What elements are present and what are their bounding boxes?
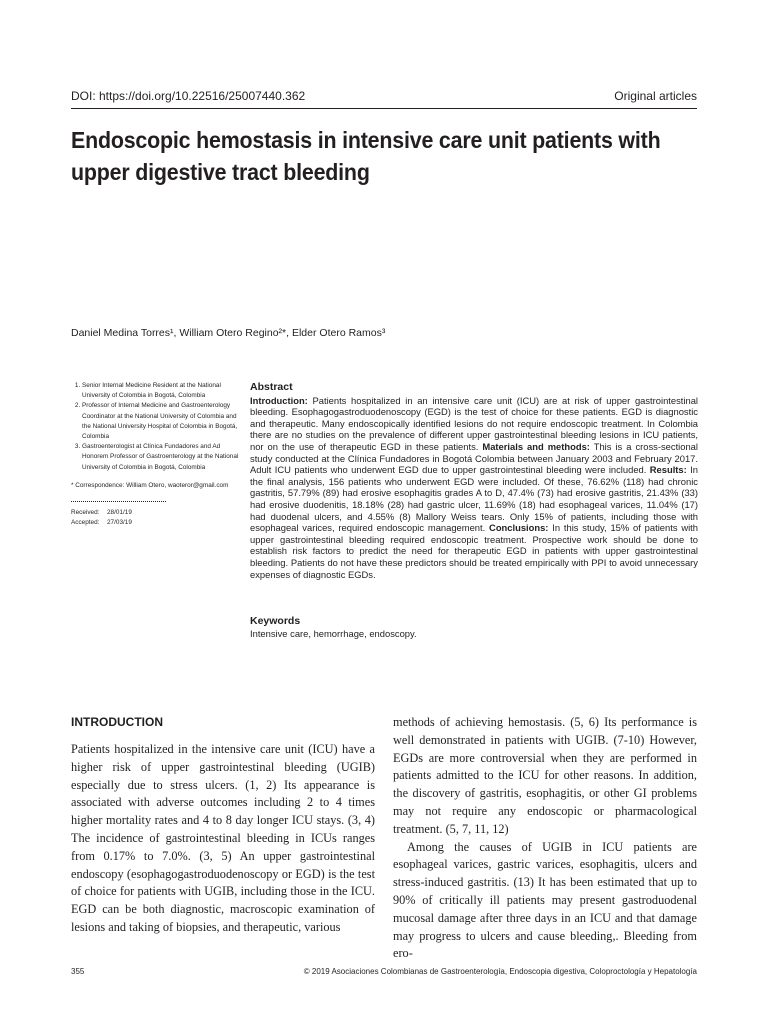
intro-text: Patients hospitalized in an intensive care unit (ICU) are at risk of upper gastrointestinal bleeding. Esophagogastroduodenoscopy (EGD) is the test of choice for these patients. EGD is diagnostic and therapeutic. Many endoscopically identified lesions do not require endoscopic treatment. In Colombia there are no studies on the prevalence of different upper gastrointestinal bleeding lesions in ICU patients, nor on the use of therapeutic EGD in these patients. bbox=[250, 394, 698, 452]
body-column-right bbox=[393, 714, 697, 963]
body-paragraph-1: Patients hospitalized in the intensive care unit (ICU) have a higher risk of upper gastrointestinal bleeding (UGIB) especially due to stress ulcers. (1, 2) Its appearance is associated with adverse outcomes including 2 to 4 times higher mortality rates and 4 to 8 day longer ICU stays. (3, 4) The incidence of gastrointestinal bleeding in ICUs ranges from 0.17% to 7.0%. (3, 5) An upper gastrointestinal endoscopy (esophagogastroduodenoscopy or EGD) is the test of choice for patients with UGIB, including those in the ICU. EGD can be both diagnostic, macroscopic examination of lesions and taking of biopsies, and therapeutic, various bbox=[71, 742, 375, 934]
intro-label: Introduction: bbox=[250, 394, 308, 406]
keywords-text: Intensive care, hemorrhage, endoscopy. bbox=[250, 628, 417, 639]
results-label: Results: bbox=[649, 464, 687, 476]
article-title: Endoscopic hemostasis in intensive care unit patients with upper digestive tract bleeding bbox=[71, 127, 661, 185]
doi-link[interactable]: DOI: https://doi.org/10.22516/25007440.362 bbox=[71, 89, 306, 103]
received-date: 28/01/19 bbox=[107, 509, 132, 517]
affiliation-divider bbox=[71, 501, 166, 502]
affiliation-2: 2. Professor of Internal Medicine and Gastroenterology Coordinator at the National University of Colombia and the National University Hospital of Colombia in Bogotá, Colombia bbox=[82, 401, 239, 442]
methods-label: Materials and methods: bbox=[482, 440, 590, 452]
accepted-label: Accepted: bbox=[71, 519, 100, 527]
received-label: Received: bbox=[71, 509, 100, 517]
introduction-heading: INTRODUCTION bbox=[71, 715, 163, 729]
body-paragraph-3: Among the causes of UGIB in ICU patients are esophageal varices, gastric varices, esophagitis, ulcers and stress-induced gastritis. (13) It has been estimated that up to 90% of critically ill patients may present gastroduodenal mucosal damage after three days in an ICU and that damage may progress to ulcers and cause bleeding,. Bleeding from ero- bbox=[393, 839, 697, 961]
accepted-date: 27/03/19 bbox=[107, 519, 132, 527]
abstract-block bbox=[250, 382, 698, 580]
section-label: Original articles bbox=[614, 89, 697, 103]
conclusions-text: In this study, 15% of patients with upper gastrointestinal bleeding required endoscopic treatment. Prospective work should be done to establish risk factors to predict the need for therapeutic EGD in patients with upper gastrointestinal bleeding. Patients do not have these predictors should be treated empirically with PPI to avoid unnecessary expenses of diagnostic EGDs. bbox=[250, 522, 698, 580]
abstract-text bbox=[250, 395, 698, 581]
body-paragraph-2: methods of achieving hemostasis. (5, 6) Its performance is well demonstrated in patients with UGIB. (7-10) However, EGDs are more controversial when they are performed in patients admitted to the ICU for other reasons. In addition, the discovery of gastritis, esophagitis, or other GI problems may not require any endoscopic or pharmacological treatment. (5, 7, 11, 12) bbox=[393, 715, 697, 836]
keywords-heading: Keywords bbox=[250, 615, 301, 627]
header-rule bbox=[71, 108, 697, 109]
footer-copyright: © 2019 Asociaciones Colombianas de Gastroenterología, Endoscopia digestiva, Coloproctología y Hepatología bbox=[303, 967, 697, 976]
body-column-left bbox=[71, 714, 375, 937]
results-text: In the final analysis, 156 patients who underwent EGD were included. Of these, 76.62% (118) had chronic gastritis, 57.79% (89) had erosive esophagitis grades A to D, 47.4% (73) had erosive gastritis, 21.43% (33) had erosive duodenitis, 18.18% (28) had gastric ulcer, 11.69% (18) had esophageal varices, 11.04% (17) had duodenal ulcers, and 4.55% (8) Mallory Weiss tears. Only 15% of patients, including those with esophageal varices, required endoscopic management. bbox=[250, 464, 698, 534]
methods-text: This is a cross-sectional study conducted at the Clínica Fundadores in Bogotá Colombia between January 2003 and February 2017. Adult ICU patients who underwent EGD due to upper gastrointestinal bleeding were included. bbox=[250, 440, 698, 476]
correspondence: * Correspondence: William Otero, waoteror@gmail.com bbox=[71, 481, 229, 489]
keywords-block bbox=[250, 615, 698, 640]
author-list: Daniel Medina Torres¹, William Otero Regino²*, Elder Otero Ramos³ bbox=[71, 327, 386, 339]
affiliations-block bbox=[71, 381, 239, 528]
affiliation-1: 1. Senior Internal Medicine Resident at the National University of Colombia in Bogotá, Colombia bbox=[82, 381, 239, 401]
conclusions-label: Conclusions: bbox=[489, 522, 549, 534]
abstract-heading: Abstract bbox=[250, 381, 293, 393]
affiliation-3: 3. Gastroenterologist at Clínica Fundadores and Ad Honorem Professor of Gastroenterology at the National University of Colombia in Bogotá, Colombia bbox=[82, 442, 239, 473]
page-number: 355 bbox=[71, 967, 85, 976]
dates-block bbox=[71, 508, 239, 528]
